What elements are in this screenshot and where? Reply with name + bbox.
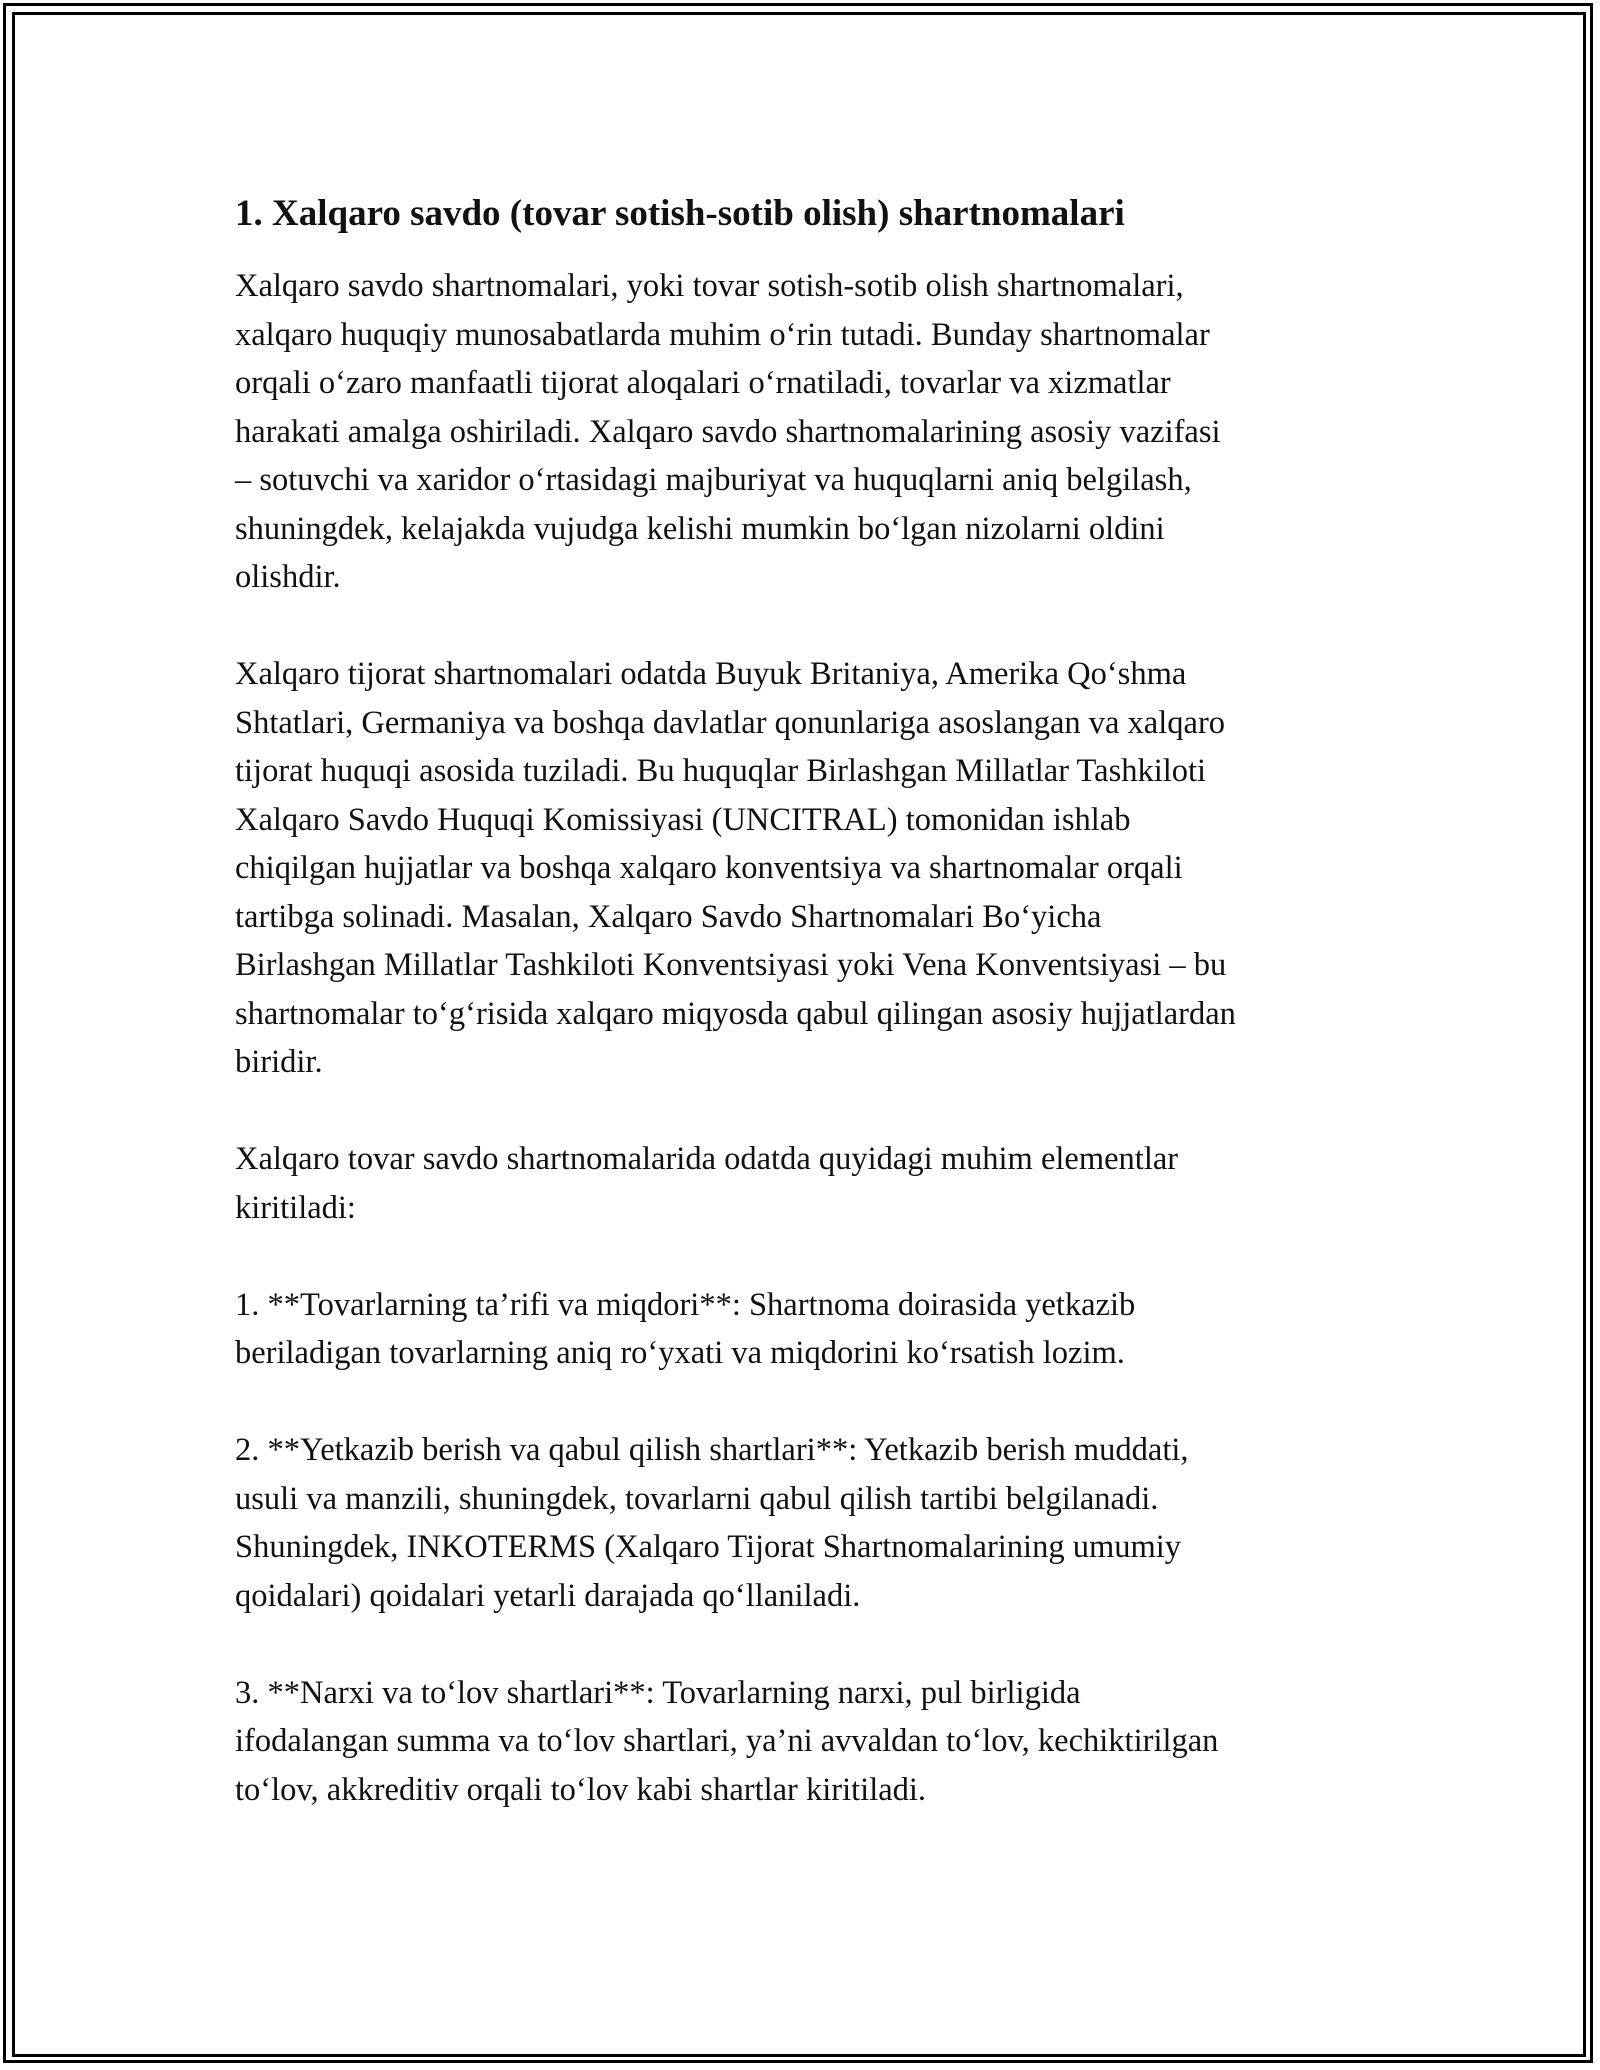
paragraph-intro: Xalqaro savdo shartnomalari, yoki tovar sotish-sotib olish shartnomalari, xalqaro huquqiy munosabatlarda muhim o‘rin tutadi. Bunday shartnomalar orqali o‘zaro manfaatli tijorat aloqalari o‘rnatiladi, tovarlar va xizmatlar harakati amalga oshiriladi. Xalqaro savdo shartnomalarining asosiy vazifasi – sotuvchi va xaridor o‘rtasidagi majburiyat va huquqlarni aniq belgilash, shuningdek, kelajakda vujudga kelishi mumkin bo‘lgan nizolarni oldini olishdir. [235,268,1221,595]
paragraph-elements-intro: Xalqaro tovar savdo shartnomalarida odatda quyidagi muhim elementlar kiritiladi: [235,1141,1179,1226]
list-item-goods-description: 1. **Tovarlarning ta’rifi va miqdori**: Shartnoma doirasida yetkazib beriladigan tovarlarning aniq ro‘yxati va miqdorini ko‘rsatish lozim. [235,1286,1136,1371]
list-item-delivery-terms: 2. **Yetkazib berish va qabul qilish shartlari**: Yetkazib berish muddati, usuli va manzili, shuningdek, tovarlarni qabul qilish tartibi belgilanadi. Shuningdek, INKOTERMS (Xalqaro Tijorat Shartnomalarining umumiy qoidalari) qoidalari yetarli darajada qo‘llaniladi. [235,1432,1189,1614]
document-body [235,190,1375,1863]
list-item-price-payment: 3. **Narxi va to‘lov shartlari**: Tovarlarning narxi, pul birligida ifodalangan summa va to‘lov shartlari, ya’ni avvaldan to‘lov, kechiktirilgan to‘lov, akkreditiv orqali to‘lov kabi shartlar kiritiladi. [235,1674,1219,1808]
paragraph-legal-basis: Xalqaro tijorat shartnomalari odatda Buyuk Britaniya, Amerika Qo‘shma Shtatlari, Germaniya va boshqa davlatlar qonunlariga asoslangan va xalqaro tijorat huquqi asosida tuziladi. Bu huquqlar Birlashgan Millatlar Tashkiloti Xalqaro Savdo Huquqi Komissiyasi (UNCITRAL) tomonidan ishlab chiqilgan hujjatlar va boshqa xalqaro konventsiya va shartnomalar orqali tartibga solinadi. Masalan, Xalqaro Savdo Shartnomalari Bo‘yicha Birlashgan Millatlar Tashkiloti Konventsiyasi yoki Vena Konventsiyasi – bu shartnomalar to‘g‘risida xalqaro miqyosda qabul qilingan asosiy hujjatlardan biridir. [235,656,1236,1080]
section-heading: 1. Xalqaro savdo (tovar sotish-sotib olish) shartnomalari [235,193,1125,234]
